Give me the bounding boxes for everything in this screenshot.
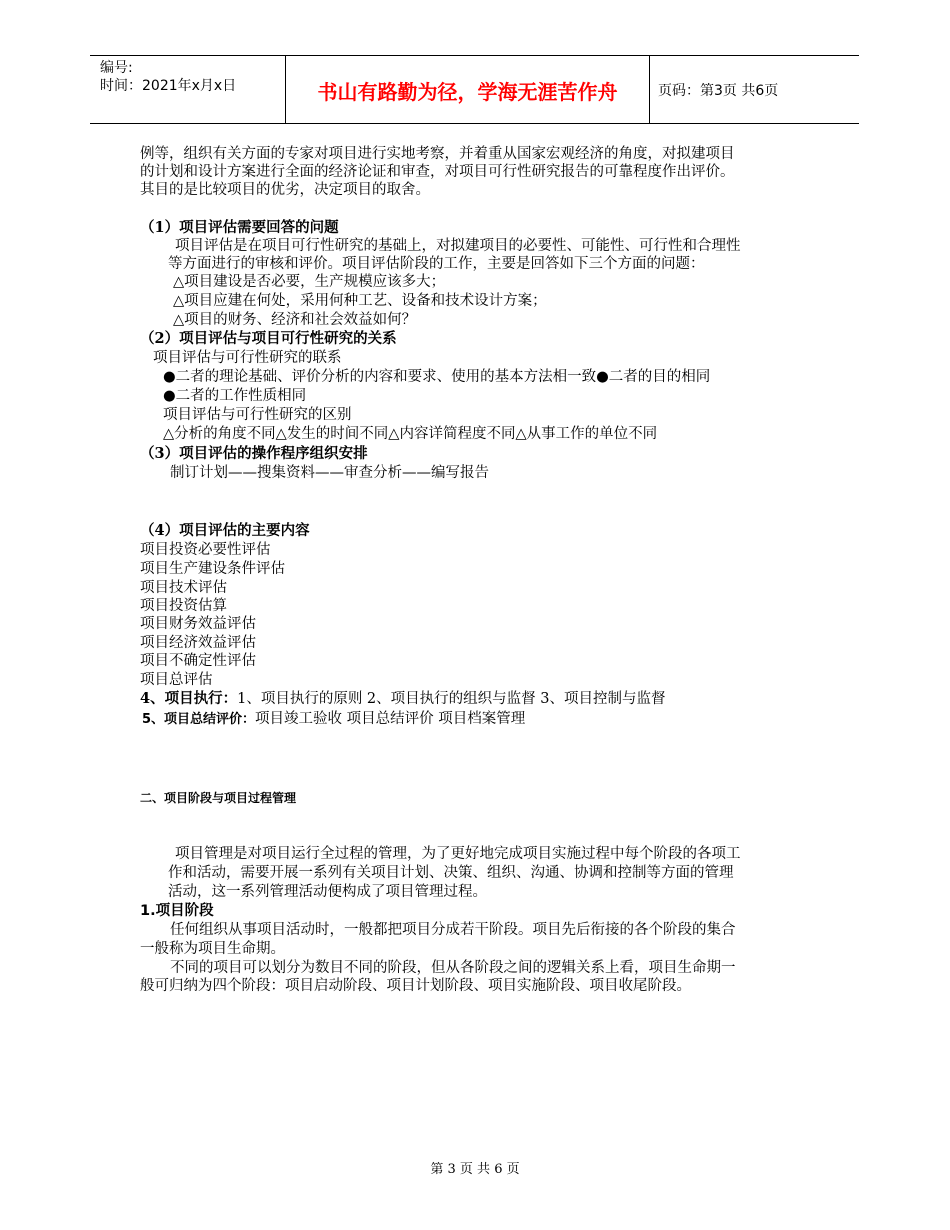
section-heading: 二、项目阶段与项目过程管理 <box>140 791 297 805</box>
paragraph-line: 一般称为项目生命期。 <box>140 941 285 957</box>
subheading: （2）项目评估与项目可行性研究的关系 <box>140 330 397 347</box>
page-header <box>90 55 859 124</box>
header-divider <box>649 56 650 123</box>
section-heading: 1.项目阶段 <box>140 903 214 919</box>
summary-line <box>142 710 525 729</box>
paragraph-line: 任何组织从事项目活动时，一般都把项目分成若干阶段。项目先后衔接的各个阶段的集合 <box>170 922 736 938</box>
paragraph-line: 项目评估是在项目可行性研究的基础上，对拟建项目的必要性、可能性、可行性和合理性 <box>175 238 741 254</box>
subheading: （3）项目评估的操作程序组织安排 <box>140 445 368 462</box>
list-item: ●二者的工作性质相同 <box>163 388 307 404</box>
paragraph-line: 等方面进行的审核和评价。项目评估阶段的工作，主要是回答如下三个方面的问题： <box>168 256 705 272</box>
list-item: △项目应建在何处，采用何种工艺、设备和技术设计方案； <box>173 293 547 309</box>
subheading: （4）项目评估的主要内容 <box>140 522 310 539</box>
paragraph-line: 项目管理是对项目运行全过程的管理，为了更好地完成项目实施过程中每个阶段的各项工 <box>175 846 741 862</box>
list-item: 项目投资必要性评估 <box>140 542 271 558</box>
summary-text: 项目竣工验收 项目总结评价 项目档案管理 <box>255 711 526 727</box>
execution-line <box>140 690 666 708</box>
page-footer: 第 3 页 共 6 页 <box>430 1162 520 1177</box>
execution-text: 1、项目执行的原则 2、项目执行的组织与监督 3、项目控制与监督 <box>237 691 666 707</box>
paragraph-line: 例等，组织有关方面的专家对项目进行实地考察，并着重从国家宏观经济的角度，对拟建项目 <box>140 146 735 162</box>
paragraph-line: 作和活动，需要开展一系列有关项目计划、决策、组织、沟通、协调和控制等方面的管理 <box>168 865 734 881</box>
paragraph-line: 其目的是比较项目的优劣，决定项目的取舍。 <box>140 182 430 198</box>
execution-label: 4、项目执行： <box>140 690 238 707</box>
list-item: 项目不确定性评估 <box>140 653 256 669</box>
list-item: 项目生产建设条件评估 <box>140 561 285 577</box>
list-item: 项目技术评估 <box>140 580 227 596</box>
list-item: △项目的财务、经济和社会效益如何？ <box>173 312 417 328</box>
document-time-label: 时间：2021年x月x日 <box>100 78 237 94</box>
document-number-label: 编号: <box>100 60 133 76</box>
paragraph-line: 般可归纳为四个阶段：项目启动阶段、项目计划阶段、项目实施阶段、项目收尾阶段。 <box>140 978 691 994</box>
list-item: △项目建设是否必要，生产规模应该多大； <box>173 274 446 290</box>
list-item: 项目经济效益评估 <box>140 635 256 651</box>
paragraph-line: 活动，这一系列管理活动便构成了项目管理过程。 <box>168 884 487 900</box>
summary-label: 5、项目总结评价： <box>142 712 256 727</box>
list-item: 项目总评估 <box>140 672 213 688</box>
list-item: ●二者的理论基础、评价分析的内容和要求、使用的基本方法相一致●二者的目的相同 <box>163 369 711 385</box>
header-motto: 书山有路勤为径，学海无涯苦作舟 <box>317 80 618 104</box>
paragraph-line: 项目评估与可行性研究的联系 <box>153 350 342 366</box>
list-item: 项目财务效益评估 <box>140 616 256 632</box>
paragraph-line: 制订计划——搜集资料——审查分析——编写报告 <box>170 465 489 481</box>
list-item: 项目投资估算 <box>140 598 227 614</box>
header-page-info: 页码：第3页 共6页 <box>658 83 779 99</box>
paragraph-line: 不同的项目可以划分为数目不同的阶段，但从各阶段之间的逻辑关系上看，项目生命期一 <box>170 960 736 976</box>
subheading: （1）项目评估需要回答的问题 <box>140 219 339 236</box>
paragraph-line: 的计划和设计方案进行全面的经济论证和审查，对项目可行性研究报告的可靠程度作出评价。 <box>140 164 735 180</box>
paragraph-line: 项目评估与可行性研究的区别 <box>163 407 352 423</box>
header-left-cell <box>100 59 236 95</box>
list-item: △分析的角度不同△发生的时间不同△内容详简程度不同△从事工作的单位不同 <box>163 426 658 442</box>
